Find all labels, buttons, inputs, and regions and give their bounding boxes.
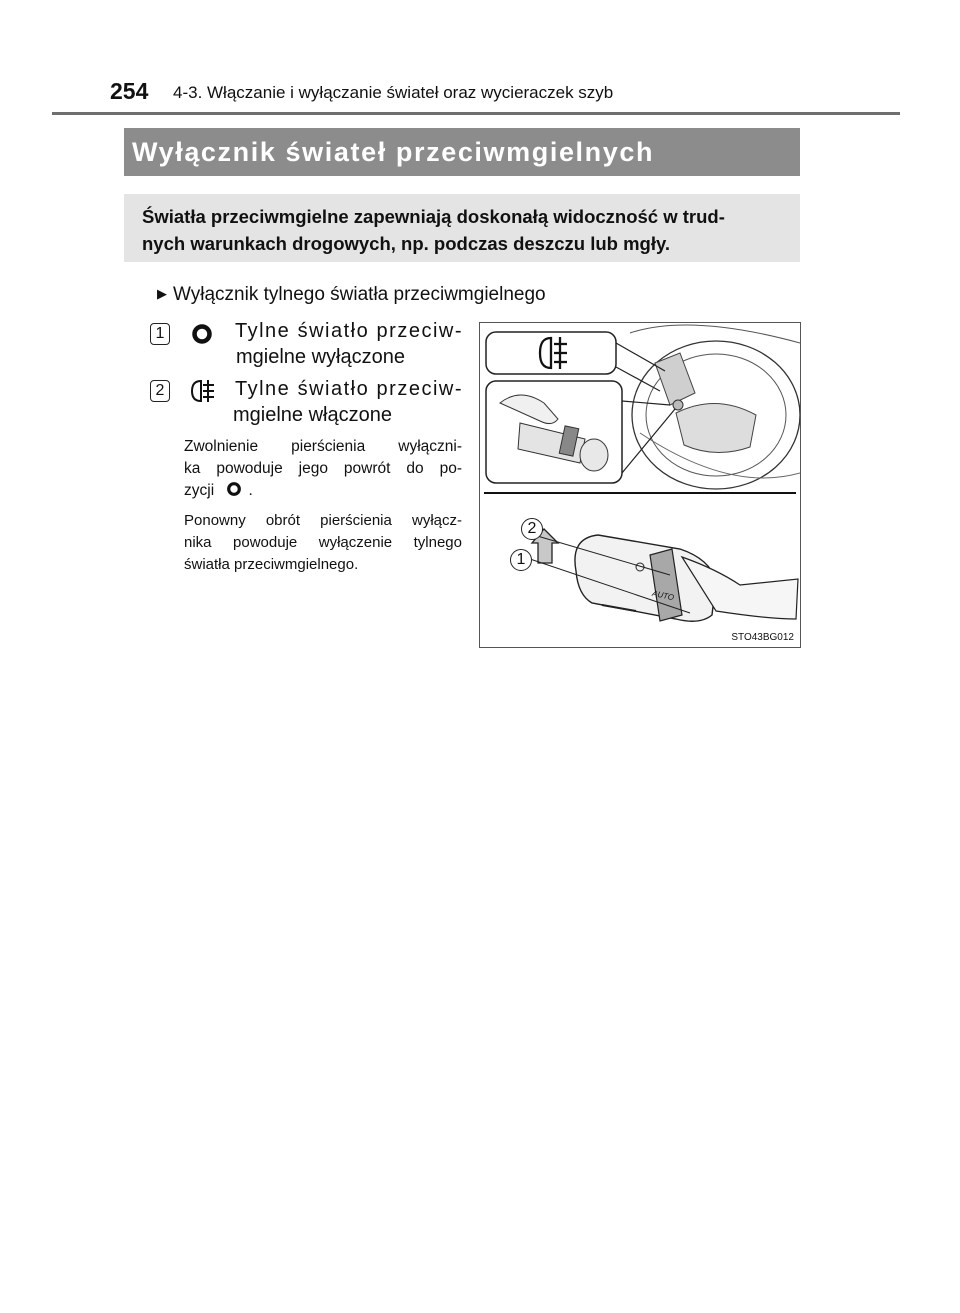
note-1-period: . xyxy=(248,482,253,499)
sub-heading xyxy=(157,284,546,306)
intro-line-1: Światła przeciwmgielne zapewniają doskonałą widoczność w trud- xyxy=(142,206,725,227)
note-1-line-1: Zwolnienie pierścienia wyłączni- xyxy=(184,438,462,455)
triangle-bullet-icon: ▶ xyxy=(157,286,167,301)
sub-heading-text: Wyłącznik tylnego światła przeciwmgielnego xyxy=(173,284,546,305)
item-2-line-2: mgielne włączone xyxy=(233,404,392,426)
intro-box xyxy=(124,194,800,262)
switch-auto-label: AUTO xyxy=(651,588,675,603)
running-head: 4-3. Włączanie i wyłączanie świateł oraz wycieraczek szyb xyxy=(173,83,614,102)
item-2-line-1: Tylne światło przeciw- xyxy=(235,378,463,400)
figure-illustration xyxy=(479,322,801,648)
section-title-bar xyxy=(124,128,800,176)
section-title: Wyłącznik świateł przeciwmgielnych xyxy=(132,137,655,167)
rear-fog-light-icon xyxy=(189,378,217,404)
note-2-line-3: światła przeciwmgielnego. xyxy=(184,556,359,573)
item-number-2: 2 xyxy=(150,380,170,402)
note-2-line-1: Ponowny obrót pierścienia wyłącz- xyxy=(184,512,462,529)
item-1-line-2: mgielne wyłączone xyxy=(236,346,405,368)
figure-label-1: 1 xyxy=(510,549,532,571)
figure-code: STO43BG012 xyxy=(731,632,794,643)
item-1-line-1: Tylne światło przeciw- xyxy=(235,320,463,342)
note-1 xyxy=(184,436,462,502)
note-2-line-2: nika powoduje wyłączenie tylnego xyxy=(184,534,462,551)
note-1-line-2: ka powoduje jego powrót do po- xyxy=(184,460,462,477)
intro-line-2: nych warunkach drogowych, np. podczas deszczu lub mgły. xyxy=(142,233,671,254)
figure-label-2: 2 xyxy=(521,518,543,540)
note-1-line-3-text: zycji xyxy=(184,482,215,499)
header-rule xyxy=(52,112,900,115)
item-number-1: 1 xyxy=(150,323,170,345)
note-1-line-3 xyxy=(184,480,462,502)
page-number: 254 xyxy=(110,78,149,104)
off-ring-icon xyxy=(191,323,213,345)
figure-drawing xyxy=(480,323,800,647)
off-ring-icon xyxy=(226,481,242,497)
note-2 xyxy=(184,510,462,576)
